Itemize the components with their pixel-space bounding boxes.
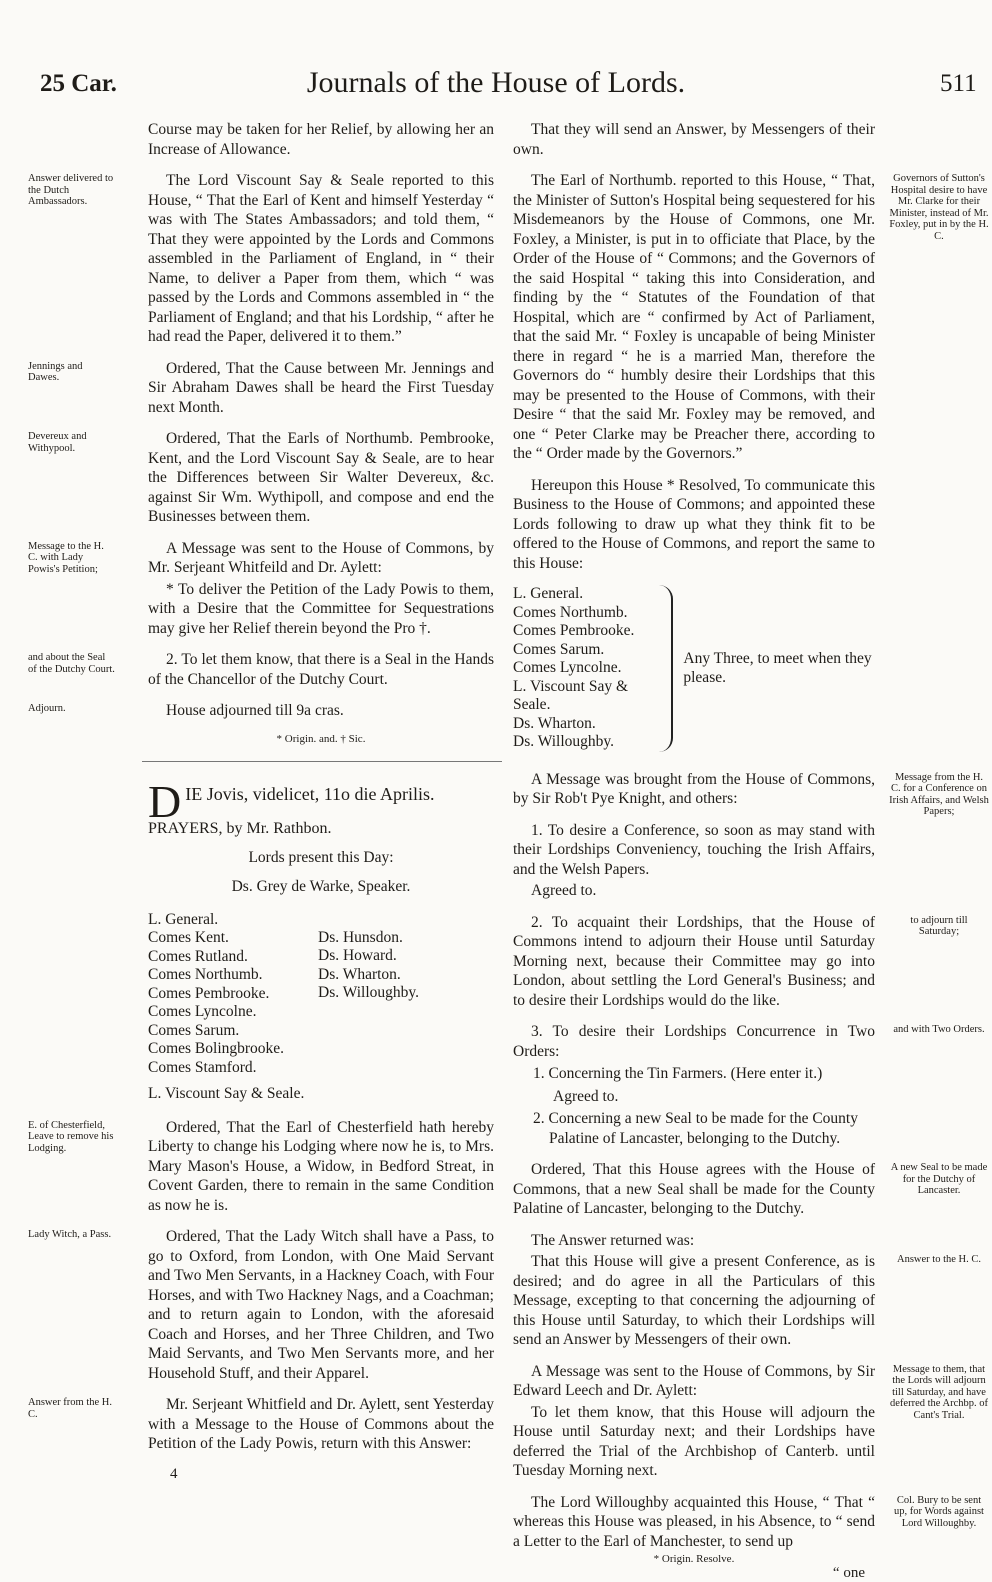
entry-dutchy-seal [28, 650, 494, 689]
paragraph: 1. To desire a Conference, so soon as may stand with their Lordships Conveniency, touching the Irish Affairs, and the Welsh Papers. [513, 821, 875, 878]
committee-quorum-note: Any Three, to meet when they please. [683, 650, 872, 686]
lord-name: Comes Northumb. [513, 603, 628, 621]
paragraph: Agreed to. [531, 882, 597, 899]
order-item: 1. Concerning the Tin Farmers. (Here enter it.) [533, 1065, 823, 1082]
paragraph: House adjourned till 9a cras. [166, 702, 344, 719]
margin-note: A new Seal to be made for the Dutchy of Lancaster. [890, 1162, 988, 1196]
entry-message-adjourn [513, 1362, 988, 1481]
speaker-line: Ds. Grey de Warke, Speaker. [231, 878, 411, 895]
signature-mark: 4 [170, 1465, 178, 1482]
right-column [513, 120, 989, 1582]
entry-adjourn [28, 701, 494, 721]
paragraph: A Message was sent to the House of Commons, by Mr. Serjeant Whitfeild and Dr. Aylett: [148, 539, 494, 576]
lord-name: Comes Sarum. [148, 1021, 240, 1039]
brace [657, 585, 674, 752]
margin-note: to adjourn till Saturday; [910, 914, 968, 937]
lord-name: Comes Rutland. [148, 947, 248, 965]
lord-name: Ds. Willoughby. [513, 733, 614, 750]
paragraph: Ordered, That this House agrees with the House of Commons, that a new Seal shall be made for the County Palatine of Lancaster, belonging to the Dutchy. [513, 1161, 875, 1217]
paragraph: * To deliver the Petition of the Lady Powis to them, with a Desire that the Committee for Sequestrations may give her Relief therein beyond the Pro †. [148, 580, 494, 637]
lord-name: Comes Pembrooke. [513, 622, 635, 639]
paragraph: The Earl of Northumb. reported to this House, “ That, the Minister of Sutton's Hospital being sequestered for his Misdemeanors by the House of Commons, one Mr. Foxley, a Minister, is put in to officiate that Place, by the Order of the House of “ Commons; and the Governors of the said Hospital “ taking this into Consideration, and finding by the “ Statutes of the Foundation of that Hospital, which are “ confirmed by Act of Parliament, that the said Mr. “ Foxley is uncapable of being Minister there in regard “ he is a married Man, therefore the Governors do “ humbly desire their Lordships that this may be presented to the House of Commons, with their Desire “ that the said Mr. Foxley may be removed, and one “ Peter Clarke may be Preacher there, according to the “ Order made by the Governors.” [513, 172, 875, 462]
entry-col-bury [513, 1493, 984, 1552]
entry-two-orders [513, 1022, 985, 1148]
entry-answer-hc [28, 1395, 494, 1454]
lord-name: L. General. [513, 585, 584, 602]
drop-cap: D [148, 775, 182, 827]
paragraph: That this House will give a present Conference, as is desired; and do agree in all the Particulars of this Message, excepting to that concerning the adjourning of this House until Saturday, to which their Lordships will send an Answer by Messengers of their own. [513, 1253, 875, 1348]
entry-message-irish-affairs [513, 770, 989, 901]
lords-present-list [148, 911, 494, 1078]
margin-note: Governors of Sutton's Hospital desire to have Mr. Clarke for their Minister, instead of Mr. Foxley, put in by the H. C. [889, 173, 989, 242]
paragraph: To let them know, that this House will adjourn the House until Saturday next; and their Lordships have deferred the Trial of the Archbishop of Canterb. until Tuesday Morning next. [513, 1403, 875, 1479]
lord-name: L. General. [148, 910, 219, 928]
paragraph: The Answer returned was: [531, 1231, 695, 1249]
footnote: * Origin. Resolve. [653, 1553, 735, 1565]
margin-note: Answer delivered to the Dutch Ambassadors. [28, 173, 114, 207]
paragraph: Ordered, That the Earls of Northumb. Pembrooke, Kent, and the Lord Viscount Say & Seale, are to hear the Differences between Sir Walter Devereux, &c. against Sir Wm. Wythipoll, and compose and end the Businesses between them. [148, 430, 494, 525]
prayers-line: PRAYERS, by Mr. Rathbon. [148, 819, 332, 837]
margin-note: Adjourn. [28, 703, 66, 714]
paragraph: Course may be taken for her Relief, by allowing her an Increase of Allowance. [148, 121, 494, 158]
entry-answer-to-hc [513, 1252, 981, 1350]
margin-note: E. of Chesterfield, Leave to remove his Lodging. [28, 1119, 114, 1154]
paragraph: The Lord Viscount Say & Seale reported to this House, “ That the Earl of Kent and himself Yesterday “ was with The States Ambassadors; and told them, “ That they were appointed by the Lords and Commons assembled in the Parliament of England, in “ their Name, to deliver a Paper from them, which “ was passed by the Lords and Commons assembled in “ the Parliament of England; and that his Lordship, “ after he had read the Paper, delivered it to them.” [148, 172, 494, 345]
day-heading [148, 775, 494, 827]
lord-name: Comes Kent. [148, 929, 229, 946]
paragraph: A Message was brought from the House of Commons, by Sir Rob't Pye Knight, and others: [513, 770, 875, 807]
entry-lady-witch [28, 1227, 494, 1383]
margin-note: Col. Bury to be sent up, for Words against Lord Willoughby. [894, 1494, 984, 1529]
lord-name: Ds. Wharton. [513, 714, 596, 732]
paragraph: That they will send an Answer, by Messengers of their own. [513, 121, 875, 158]
order-item: 2. Concerning a new Seal to be made for the County Palatine of Lancaster, belonging to the Dutchy. [533, 1110, 858, 1147]
lord-name: Comes Stamford. [148, 1058, 257, 1076]
running-head-regnal-year: 25 Car. [40, 70, 117, 97]
margin-note: Answer to the H. C. [897, 1254, 981, 1265]
paragraph: Ordered, That the Cause between Mr. Jennings and Sir Abraham Dawes shall be heard the First Tuesday next Month. [148, 359, 494, 416]
catchword: “ one [832, 1565, 865, 1581]
entry-dutch-ambassadors [28, 171, 494, 347]
margin-note: Message to the H. C. with Lady Powis's Petition; [28, 540, 104, 575]
lord-name: Ds. Howard. [318, 947, 397, 964]
committee-list [513, 585, 875, 752]
lord-name: Comes Lyncolne. [513, 659, 622, 676]
lord-name: Comes Sarum. [513, 640, 605, 658]
lord-name: Comes Pembrooke. [148, 984, 270, 1002]
lord-name: Comes Northumb. [148, 966, 263, 983]
entry-jennings-dawes [28, 359, 494, 418]
margin-note: and about the Seal of the Dutchy Court. [28, 652, 115, 675]
left-column [28, 120, 494, 1483]
paragraph: The Lord Willoughby acquainted this House, “ That “ whereas this House was pleased, in his Absence, to “ send a Letter to the Earl of Manchester, to send up [513, 1493, 875, 1550]
lord-name: Ds. Wharton. [318, 965, 401, 983]
paragraph: 2. To let them know, that there is a Seal in the Hands of the Chancellor of the Dutchy Court. [148, 651, 494, 688]
margin-note: Jennings and Dawes. [28, 360, 83, 383]
paragraph: Mr. Serjeant Whitfield and Dr. Aylett, sent Yesterday with a Message to the House of Commons about the Petition of the Lady Powis, return with this Answer: [148, 1396, 494, 1452]
entry-chesterfield [28, 1118, 494, 1216]
lord-name: Comes Bolingbrooke. [148, 1040, 285, 1057]
margin-note: Lady Witch, a Pass. [28, 1229, 112, 1240]
entry-devereux-withypool [28, 429, 494, 527]
paragraph: Ordered, That the Lady Witch shall have a Pass, to go to Oxford, from London, with One Maid Servant and Two Men Servants, in a Hackney Coach, with Four Horses, and with Two Hackney Nags, and a Coachman; and to return again to London, with the aforesaid Coach and Horses, and her Three Children, and Two Maid Servants, and Two Men Servants more, and her Household Stuff, and their Apparel. [148, 1228, 494, 1382]
lord-name: L. Viscount Say & Seale. [513, 677, 629, 713]
margin-note: Answer from the H. C. [28, 1397, 112, 1420]
margin-note: Message from the H. C. for a Conference on Irish Affairs, and Welsh Papers; [889, 771, 989, 817]
lords-present-heading: Lords present this Day: [248, 848, 394, 866]
divider [142, 761, 502, 762]
entry-message-powis [28, 539, 494, 639]
order-item-status: Agreed to. [553, 1087, 619, 1105]
lord-name: Comes Lyncolne. [148, 1003, 257, 1020]
footnote: * Origin. and. † Sic. [276, 732, 366, 745]
lord-name: L. Viscount Say & Seale. [148, 1085, 305, 1102]
day-heading-text: IE Jovis, videlicet, 11o die Aprilis. [185, 783, 435, 804]
entry-adjourn-saturday [513, 913, 968, 1011]
entry-new-seal [513, 1160, 988, 1219]
entry-suttons-hospital [513, 171, 989, 464]
paragraph: 2. To acquaint their Lordships, that the House of Commons intend to adjourn their House until Saturday Morning next, because their Committee may go into London, about settling the Lord General's Business; and to desire their Lordships would do the like. [513, 913, 875, 1009]
page-number: 511 [940, 70, 977, 97]
lord-name: Ds. Hunsdon. [318, 928, 403, 946]
margin-note: Message to them, that the Lords will adjourn till Saturday, and have deferred the Archbp. of Cant's Trial. [890, 1363, 988, 1421]
margin-note: Devereux and Withypool. [28, 431, 87, 454]
running-head-title: Journals of the House of Lords. [306, 66, 686, 99]
margin-note: and with Two Orders. [893, 1024, 985, 1035]
paragraph: A Message was sent to the House of Commons, by Sir Edward Leech and Dr. Aylett: [513, 1362, 875, 1399]
paragraph: Ordered, That the Earl of Chesterfield hath hereby Liberty to change his Lodging where now he is, to Mrs. Mary Mason's House, a Widow, in Bedford Streat, in Covent Garden, there to remain in the same Condition as now he is. [148, 1118, 494, 1214]
paragraph: 3. To desire their Lordships Concurrence in Two Orders: [513, 1023, 875, 1060]
paragraph: Hereupon this House * Resolved, To communicate this Business to the House of Commons; and appointed these Lords following to draw up what they think fit to be offered to the House of Commons, and report the same to this House: [513, 476, 875, 572]
lord-name: Ds. Willoughby. [318, 984, 419, 1001]
